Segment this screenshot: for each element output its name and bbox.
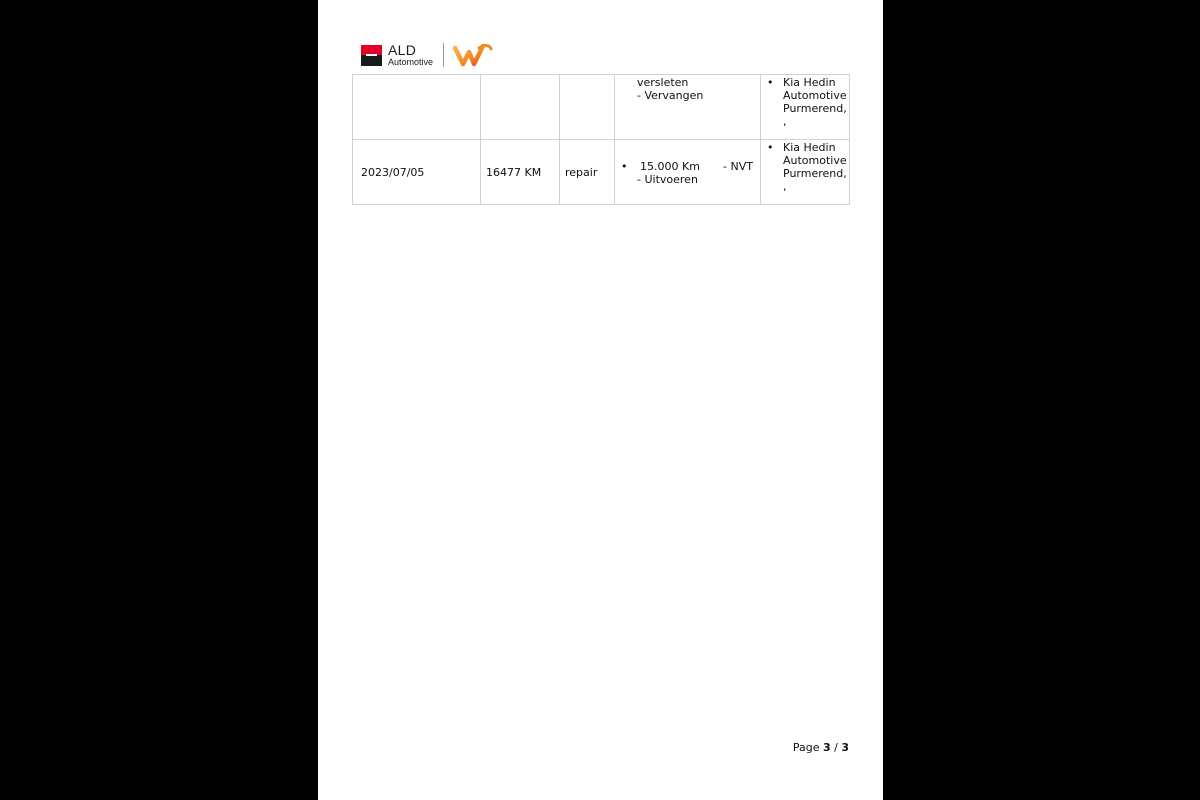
description-item: 15.000 Km [640,160,700,173]
location-line: Purmerend, [783,102,847,115]
page-label: Page [792,741,820,754]
location-text [761,140,849,193]
description-line: - Vervangen [637,89,704,102]
bullet-icon: • [621,160,628,173]
description-cell [615,140,761,205]
bullet-icon: • [767,76,774,89]
ald-logo-mark [361,45,382,66]
description-line: versleten [637,76,689,89]
location-text [761,75,849,128]
location-line: Kia Hedin [783,76,836,89]
leaseplan-logo-icon [453,42,493,68]
header-logos [361,42,493,68]
description-status: - NVT [723,160,753,173]
type-cell [560,75,615,140]
date-cell [353,75,481,140]
page-current: 3 [822,741,831,754]
location-cell [761,75,850,140]
mileage-cell [481,75,560,140]
document-page [318,0,883,800]
ald-logo-text [388,43,433,67]
date-cell: 2023/07/05 [353,140,481,205]
description-text [615,75,760,102]
table-row [353,75,850,140]
location-line: Kia Hedin [783,141,836,154]
description-cell [615,75,761,140]
location-cell [761,140,850,205]
mileage-cell: 16477 KM [481,140,560,205]
location-line: , [783,115,787,128]
ald-logo-name: ALD [388,42,417,58]
page-separator: / [834,741,838,754]
location-line: Automotive [783,89,847,102]
maintenance-history-table [352,74,850,205]
table-row [353,140,850,205]
page-total: 3 [841,741,849,754]
bullet-icon: • [767,141,774,154]
logo-divider [443,43,444,67]
location-line: Purmerend, [783,167,847,180]
description-action: - Uitvoeren [637,173,698,186]
ald-logo-subtitle: Automotive [388,57,434,67]
page-number [793,741,849,754]
location-line: Automotive [783,154,847,167]
type-cell: repair [560,140,615,205]
location-line: , [783,180,787,193]
description-text [615,140,760,204]
